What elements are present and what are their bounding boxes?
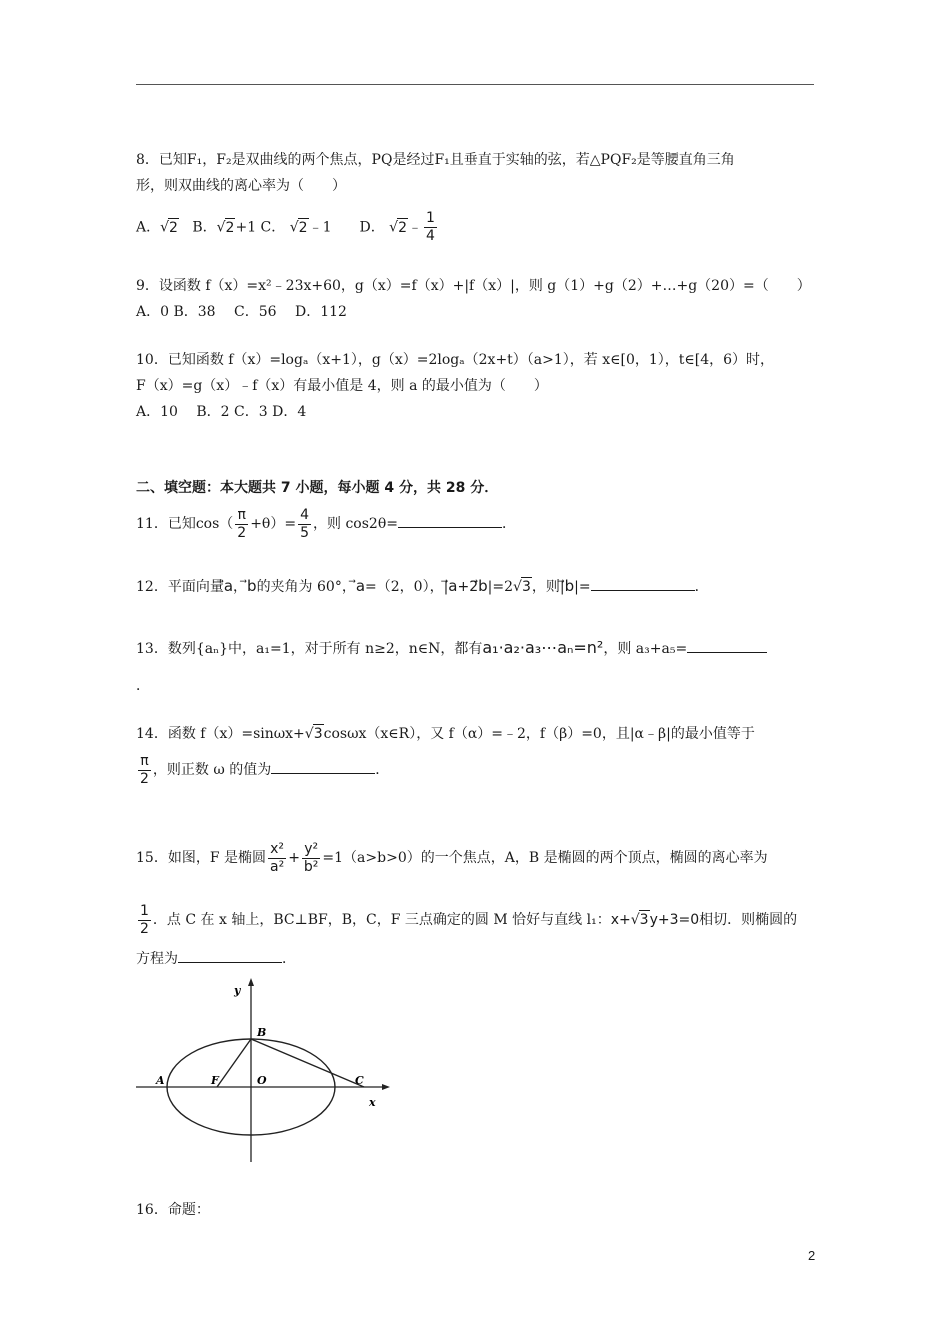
q11-mid: +θ）=	[250, 516, 297, 532]
vector-b	[478, 577, 488, 595]
fraction-numerator: π	[138, 753, 151, 771]
vector-b-letter: b	[564, 577, 575, 595]
segment-bf	[217, 1039, 251, 1087]
q12-pre: 12．平面向量	[136, 579, 224, 595]
ellipse-figure	[136, 976, 396, 1166]
q15-fraction-1-over-2	[138, 903, 151, 938]
fraction-denominator: 2	[140, 920, 149, 937]
answer-blank[interactable]	[591, 576, 695, 591]
q15-line1	[136, 836, 768, 880]
header-rule	[136, 84, 814, 85]
q8-option-d-fraction	[424, 210, 437, 245]
q14-fraction-pi-over-2	[138, 753, 151, 788]
q9-options: A．0 B．38 C．56 D．112	[136, 304, 347, 320]
vector-a	[448, 577, 457, 595]
q12-radicand: 3	[521, 579, 531, 595]
q15-fraction-y2-b2	[302, 841, 321, 876]
answer-blank[interactable]	[271, 759, 375, 774]
q15-pre: 15．如图，F 是椭圆	[136, 850, 266, 866]
q15-line-eq-a: x+	[610, 912, 631, 928]
q14-pre: 14．函数 f（x）=sinωx+	[136, 726, 305, 742]
q15-line3-text: 方程为	[136, 951, 178, 967]
q15-line2	[136, 900, 797, 940]
fraction-numerator: 4	[300, 506, 310, 523]
label-b: B	[257, 1026, 267, 1039]
q8-line2: 形，则双曲线的离心率为（ ）	[136, 178, 346, 194]
q8-option-c-tail: ﹣1 D．	[308, 219, 385, 236]
q12-mid: 的夹角为 60°，	[256, 579, 356, 595]
q13-line2: ．	[136, 678, 150, 694]
vector-a-letter: a	[448, 577, 458, 595]
answer-blank[interactable]	[687, 638, 767, 653]
q9-line1: 9．设函数 f（x）=x²﹣23x+60，g（x）=f（x）+|f（x）|，则 g（1）+g（2）+…+g（20）=（ ）	[136, 278, 811, 294]
fraction-numerator: 1	[426, 210, 435, 226]
q13-post: ，则 a₃+a₅=	[603, 641, 688, 657]
q13	[136, 638, 767, 659]
fraction-denominator: a²	[269, 858, 285, 875]
section-title: 二、填空题：本大题共 7 小题，每小题 4 分，共 28 分．	[136, 480, 499, 496]
q8-option-a-label: A．	[136, 219, 161, 236]
answer-blank[interactable]	[178, 948, 282, 963]
q12	[136, 576, 709, 597]
fraction-denominator: b²	[303, 858, 319, 875]
sqrt-symbol: √	[304, 726, 314, 742]
q8-option-b-label: B．	[192, 219, 217, 236]
sqrt-symbol: √	[389, 219, 399, 236]
vector-a-letter: a	[355, 577, 366, 595]
vector-a	[356, 577, 365, 595]
x-axis-arrow-icon	[382, 1084, 390, 1090]
q11-pre: 11．已知cos（	[136, 516, 234, 532]
sqrt-symbol: √	[630, 912, 640, 928]
q8-option-d-radicand: 2	[398, 219, 408, 236]
fraction-denominator: 2	[237, 524, 247, 541]
answer-blank[interactable]	[398, 513, 502, 528]
q13-expression: a₁·a₂·a₃⋯aₙ=n²	[482, 638, 604, 657]
q14-end: ．	[375, 762, 390, 778]
label-f: F	[211, 1074, 219, 1087]
q14-post: cosωx（x∈R），又 f（α）=﹣2，f（β）=0，且|α﹣β|的最小值等于	[323, 726, 755, 742]
q11-fraction-4-over-5	[298, 507, 311, 542]
q14-radicand: 3	[313, 726, 323, 742]
q8-option-c-radicand: 2	[298, 219, 308, 236]
q14-line1	[136, 724, 755, 744]
label-c: C	[355, 1074, 364, 1087]
q10-options: A．10 B．2 C．3 D．4	[136, 404, 307, 420]
q12-mid5: |=	[574, 579, 591, 595]
q15-fraction-x2-a2	[268, 841, 286, 876]
q11-end: ．	[502, 516, 516, 532]
q12-plus: +2	[457, 579, 479, 595]
q8-option-b-radicand: 2	[225, 219, 235, 236]
fraction-numerator: y²	[302, 841, 321, 859]
q15-line-eq-b: y+3=0	[649, 912, 700, 928]
fraction-numerator: π	[235, 507, 248, 525]
q8-option-a-radicand: 2	[169, 219, 178, 236]
q12-mid2: =（2，0），|	[365, 579, 449, 595]
q11-post: ，则 cos2θ=	[313, 516, 398, 532]
fraction-denominator: 2	[140, 770, 149, 787]
sqrt-symbol: √	[216, 219, 226, 236]
vector-a	[224, 577, 233, 595]
label-y: y	[234, 984, 241, 997]
q13-pre: 13．数列{aₙ}中，a₁=1，对于所有 n≥2，n∈N，都有	[136, 641, 483, 657]
q8-options	[136, 210, 439, 245]
vector-b-letter: b	[478, 577, 488, 595]
sqrt-symbol: √	[289, 219, 299, 236]
q8-option-b-tail: +1 C．	[235, 219, 286, 236]
fraction-numerator: x²	[268, 841, 286, 859]
label-o: O	[257, 1074, 267, 1087]
q15-plus: +	[288, 850, 300, 866]
q10-line1: 10．已知函数 f（x）=logₐ（x+1），g（x）=2logₐ（2x+t）（a>1），若 x∈[0，1），t∈[4，6）时，	[136, 352, 775, 368]
fraction-denominator: 4	[426, 228, 435, 244]
page-number: 2	[808, 1248, 816, 1263]
q8-option-d-tail: ﹣	[408, 219, 423, 236]
q16: 16．命题：	[136, 1202, 210, 1218]
q15-line3	[136, 948, 296, 969]
label-a: A	[156, 1074, 165, 1087]
y-axis-arrow-icon	[248, 978, 254, 986]
ellipse-diagram	[136, 976, 396, 1166]
q15-line2-text: ．点 C 在 x 轴上，BC⊥BF，B，C，F 三点确定的圆 M 恰好与直线 l₁：	[152, 912, 611, 928]
q15-line2-post: 相切．则椭圆的	[699, 912, 798, 928]
q10-line2: F（x）=g（x）﹣f（x）有最小值是 4，则 a 的最小值为（ ）	[136, 378, 548, 394]
vector-b	[247, 577, 257, 595]
vector-b	[565, 577, 575, 595]
sqrt-symbol: √	[160, 219, 170, 236]
vector-a-letter: a	[223, 577, 234, 595]
q15-post: =1（a>b>0）的一个焦点，A，B 是椭圆的两个顶点，椭圆的离心率为	[322, 850, 768, 866]
q12-comma: ，	[233, 579, 248, 595]
q12-mid4: ，则|	[531, 579, 565, 595]
q12-mid3: |=2	[487, 579, 514, 595]
q11-fraction-pi-over-2	[235, 507, 248, 542]
fraction-numerator: 1	[140, 902, 149, 919]
q15-radicand: 3	[639, 912, 649, 928]
sqrt-symbol: √	[513, 579, 522, 595]
vector-b-letter: b	[247, 577, 257, 595]
fraction-denominator: 5	[300, 524, 310, 541]
segment-bc	[251, 1039, 364, 1087]
label-x: x	[369, 1096, 376, 1109]
q15-end: ．	[282, 951, 296, 967]
q8-line1: 8．已知F₁，F₂是双曲线的两个焦点，PQ是经过F₁且垂直于实轴的弦，若△PQF₂是等腰直角三角	[136, 152, 735, 168]
q11	[136, 504, 516, 544]
q14-line2-text: ，则正数 ω 的值为	[152, 762, 272, 778]
q12-end: ．	[694, 579, 709, 595]
q14-line2	[136, 750, 389, 790]
